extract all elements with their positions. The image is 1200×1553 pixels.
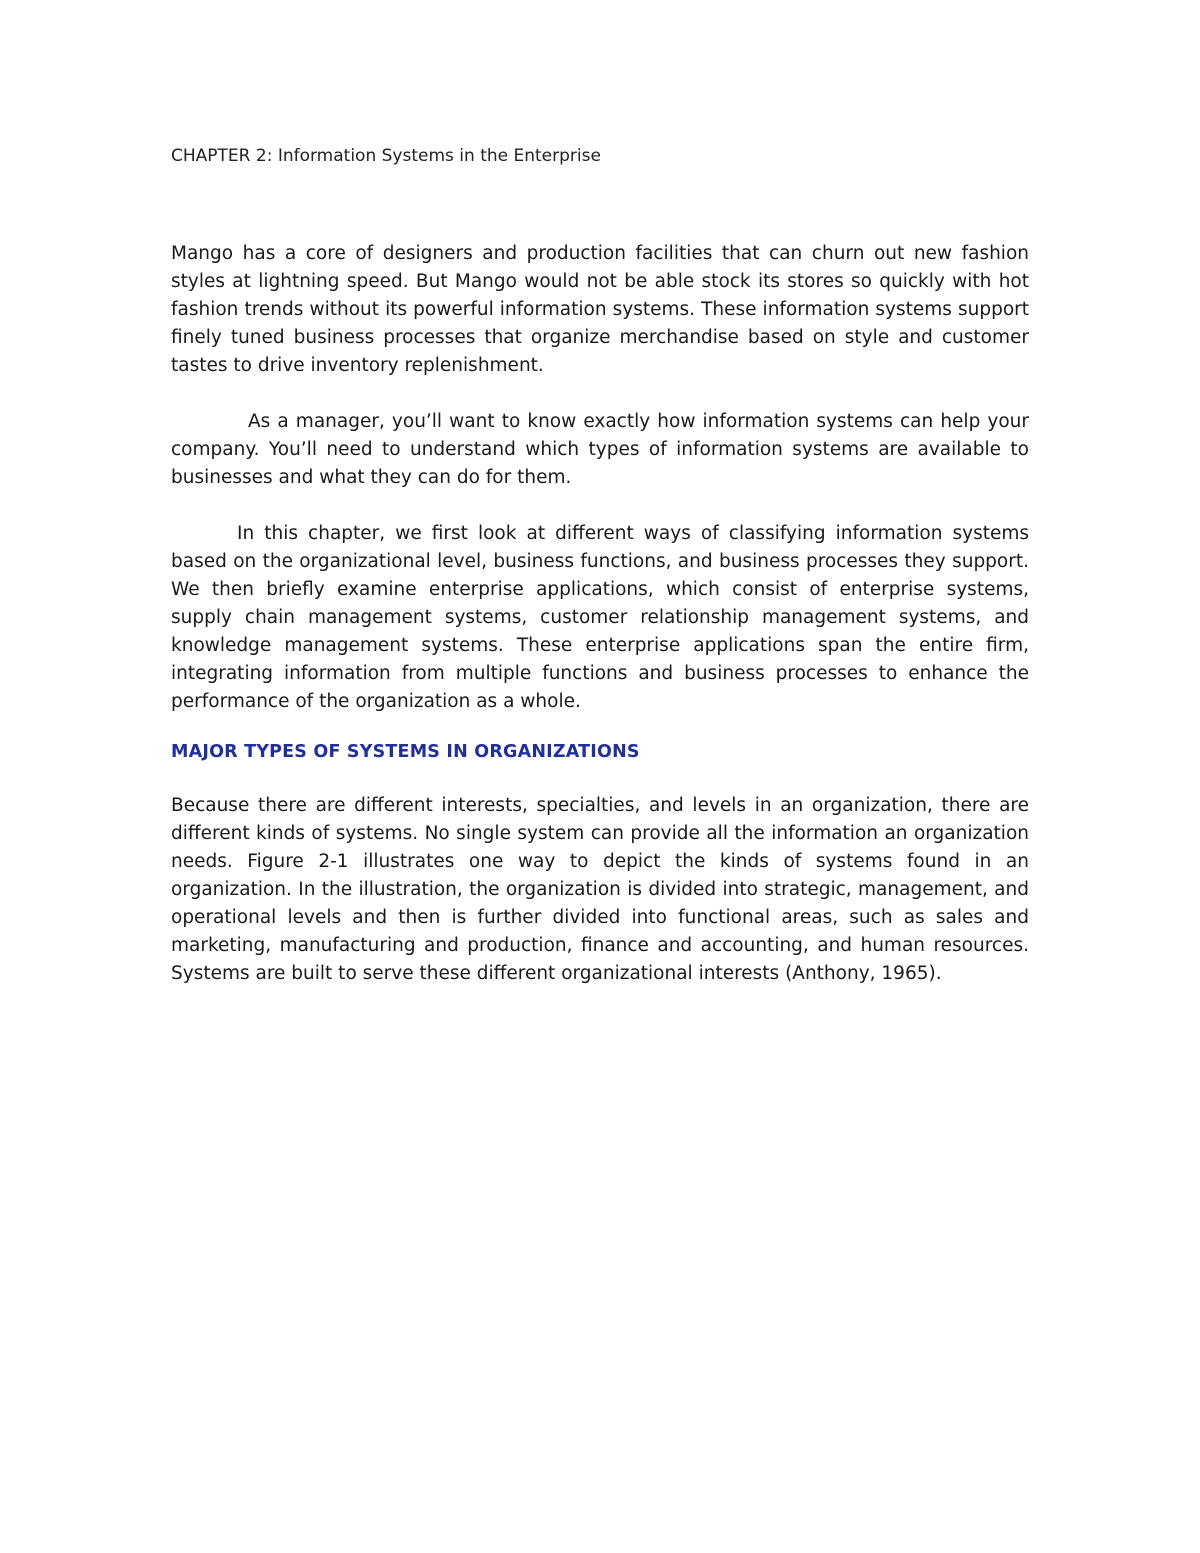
chapter-overview-paragraph: In this chapter, we first look at different ways of classifying information systems based on the organizational level, business functions, and business processes they support. We then briefly examine enterprise applications, which consist of enterprise systems, supply chain management systems, customer relationship management systems, and knowledge management systems. These enterprise applications span the entire firm, integrating information from multiple functions and business processes to enhance the performance of the organization as a whole. [171,523,1029,712]
document-content [171,142,1029,988]
intro-paragraph: Mango has a core of designers and production facilities that can churn out new fashion styles at lightning speed. But Mango would not be able stock its stores so quickly with hot fashion trends without its powerful information systems. These information systems support finely tuned business processes that organize merchandise based on style and customer tastes to drive inventory replenishment. [171,243,1029,376]
section-heading: MAJOR TYPES OF SYSTEMS IN ORGANIZATIONS [171,742,640,762]
manager-paragraph: As a manager, you’ll want to know exactly how information systems can help your company. You’ll need to understand which types of information systems are available to businesses and what they can do for them. [171,411,1029,488]
section-paragraph: Because there are different interests, specialties, and levels in an organization, there are different kinds of systems. No single system can provide all the information an organization needs. Figure 2-1 illustrates one way to depict the kinds of systems found in an organization. In the illustration, the organization is divided into strategic, management, and operational levels and then is further divided into functional areas, such as sales and marketing, manufacturing and production, finance and accounting, and human resources. Systems are built to serve these different organizational interests (Anthony, 1965). [171,795,1029,984]
chapter-title: CHAPTER 2: Information Systems in the Enterprise [171,146,601,166]
